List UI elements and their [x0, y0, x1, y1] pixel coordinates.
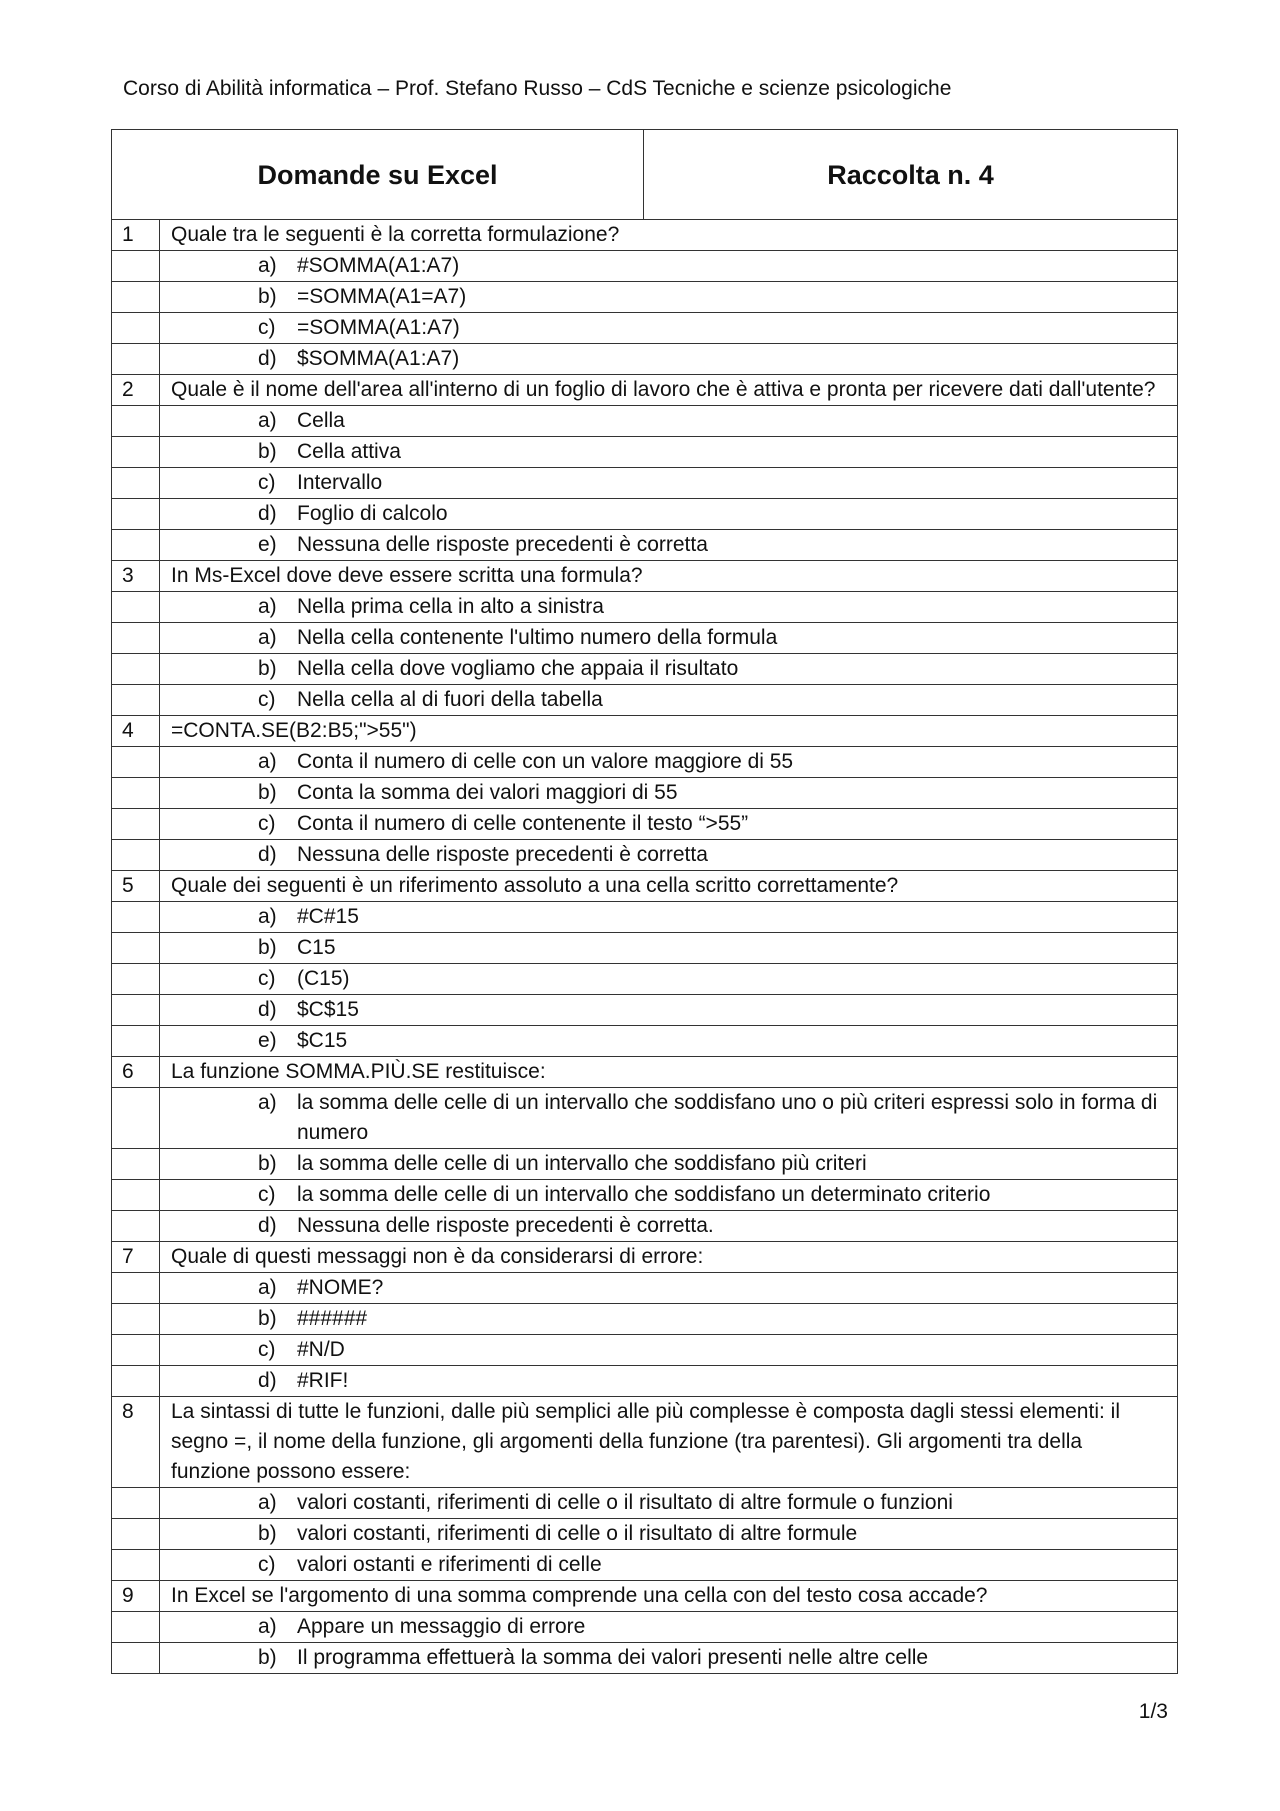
option-text: Nessuna delle risposte precedenti è corretta. — [297, 1214, 714, 1237]
collection-label: Raccolta n. 4 — [644, 130, 1178, 220]
option-cell — [160, 840, 1178, 871]
option-row — [112, 251, 1178, 282]
option-row — [112, 344, 1178, 375]
question-number: 2 — [112, 375, 160, 406]
option-number-cell — [112, 902, 160, 933]
option-number-cell — [112, 933, 160, 964]
option-row — [112, 654, 1178, 685]
option-cell — [160, 344, 1178, 375]
option-cell — [160, 1088, 1178, 1149]
option-text: valori costanti, riferimenti di celle o il risultato di altre formule o funzioni — [297, 1491, 953, 1514]
answer-option — [160, 1519, 1167, 1549]
option-row — [112, 1304, 1178, 1335]
option-letter: d) — [258, 347, 277, 370]
option-text: la somma delle celle di un intervallo che soddisfano uno o più criteri espressi solo in forma di numero — [297, 1091, 1158, 1144]
option-letter: b) — [258, 936, 277, 959]
answer-option — [160, 933, 1167, 963]
option-text: Cella attiva — [297, 440, 401, 463]
option-row — [112, 1211, 1178, 1242]
option-text: ###### — [297, 1307, 368, 1330]
question-row — [112, 1057, 1178, 1088]
option-text: #SOMMA(A1:A7) — [297, 254, 460, 277]
option-letter: a) — [258, 1276, 277, 1299]
option-row — [112, 623, 1178, 654]
answer-option — [160, 964, 1167, 994]
option-text: $C15 — [297, 1029, 348, 1052]
answer-option — [160, 747, 1167, 777]
option-text: #N/D — [297, 1338, 345, 1361]
option-cell — [160, 251, 1178, 282]
option-text: Nessuna delle risposte precedenti è corretta — [297, 533, 708, 556]
option-letter: e) — [258, 1029, 277, 1052]
option-row — [112, 1180, 1178, 1211]
option-cell — [160, 1643, 1178, 1674]
option-letter: b) — [258, 657, 277, 680]
answer-option — [160, 282, 1167, 312]
option-number-cell — [112, 437, 160, 468]
question-row — [112, 1242, 1178, 1273]
option-text: #C#15 — [297, 905, 359, 928]
question-number: 3 — [112, 561, 160, 592]
option-number-cell — [112, 468, 160, 499]
question-number: 7 — [112, 1242, 160, 1273]
option-row — [112, 995, 1178, 1026]
option-cell — [160, 1180, 1178, 1211]
option-cell — [160, 1335, 1178, 1366]
answer-option — [160, 406, 1167, 436]
answer-option — [160, 902, 1167, 932]
option-text: Nella cella contenente l'ultimo numero della formula — [297, 626, 778, 649]
question-text: =CONTA.SE(B2:B5;">55") — [160, 716, 1178, 747]
answer-option — [160, 251, 1167, 281]
option-letter: a) — [258, 750, 277, 773]
option-text: valori costanti, riferimenti di celle o il risultato di altre formule — [297, 1522, 858, 1545]
answer-option — [160, 623, 1167, 653]
option-cell — [160, 468, 1178, 499]
option-row — [112, 1366, 1178, 1397]
option-number-cell — [112, 1088, 160, 1149]
option-number-cell — [112, 1026, 160, 1057]
answer-option — [160, 1550, 1167, 1580]
answer-option — [160, 1088, 1167, 1148]
option-letter: c) — [258, 316, 276, 339]
option-row — [112, 437, 1178, 468]
option-letter: b) — [258, 781, 277, 804]
question-number: 4 — [112, 716, 160, 747]
option-letter: c) — [258, 812, 276, 835]
option-letter: a) — [258, 1491, 277, 1514]
answer-option — [160, 1612, 1167, 1642]
answer-option — [160, 1273, 1167, 1303]
answer-option — [160, 344, 1167, 374]
table-header-row — [112, 130, 1178, 220]
question-row — [112, 871, 1178, 902]
option-row — [112, 1149, 1178, 1180]
option-row — [112, 933, 1178, 964]
option-letter: a) — [258, 254, 277, 277]
option-row — [112, 964, 1178, 995]
option-text: Nella cella dove vogliamo che appaia il risultato — [297, 657, 739, 680]
question-text: Quale di questi messaggi non è da considerarsi di errore: — [160, 1242, 1178, 1273]
option-row — [112, 406, 1178, 437]
option-cell — [160, 1026, 1178, 1057]
option-number-cell — [112, 499, 160, 530]
option-number-cell — [112, 1643, 160, 1674]
option-letter: a) — [258, 409, 277, 432]
question-row — [112, 716, 1178, 747]
option-row — [112, 1519, 1178, 1550]
option-number-cell — [112, 685, 160, 716]
option-number-cell — [112, 592, 160, 623]
question-number: 9 — [112, 1581, 160, 1612]
option-cell — [160, 1273, 1178, 1304]
option-text: la somma delle celle di un intervallo che soddisfano più criteri — [297, 1152, 867, 1175]
answer-option — [160, 313, 1167, 343]
option-letter: a) — [258, 595, 277, 618]
question-number: 1 — [112, 220, 160, 251]
option-text: la somma delle celle di un intervallo che soddisfano un determinato criterio — [297, 1183, 991, 1206]
option-cell — [160, 1612, 1178, 1643]
option-letter: d) — [258, 502, 277, 525]
option-letter: c) — [258, 1183, 276, 1206]
option-cell — [160, 685, 1178, 716]
question-number: 8 — [112, 1397, 160, 1488]
answer-option — [160, 1304, 1167, 1334]
option-text: (C15) — [297, 967, 350, 990]
option-text: Appare un messaggio di errore — [297, 1615, 586, 1638]
option-letter: c) — [258, 967, 276, 990]
option-number-cell — [112, 530, 160, 561]
option-letter: d) — [258, 998, 277, 1021]
option-cell — [160, 1488, 1178, 1519]
option-letter: d) — [258, 1214, 277, 1237]
option-number-cell — [112, 1550, 160, 1581]
option-number-cell — [112, 747, 160, 778]
question-text: In Excel se l'argomento di una somma comprende una cella con del testo cosa accade? — [160, 1581, 1178, 1612]
option-number-cell — [112, 623, 160, 654]
option-cell — [160, 499, 1178, 530]
option-cell — [160, 1211, 1178, 1242]
option-letter: b) — [258, 1307, 277, 1330]
table-title: Domande su Excel — [112, 130, 644, 220]
option-number-cell — [112, 1180, 160, 1211]
question-row — [112, 561, 1178, 592]
option-text: Conta il numero di celle contenente il testo “>55” — [297, 812, 749, 835]
option-cell — [160, 530, 1178, 561]
option-text: Intervallo — [297, 471, 383, 494]
option-number-cell — [112, 1335, 160, 1366]
option-letter: b) — [258, 1152, 277, 1175]
option-cell — [160, 437, 1178, 468]
option-row — [112, 778, 1178, 809]
answer-option — [160, 1211, 1167, 1241]
answer-option — [160, 654, 1167, 684]
option-letter: a) — [258, 1615, 277, 1638]
option-text: Nella prima cella in alto a sinistra — [297, 595, 604, 618]
option-letter: a) — [258, 626, 277, 649]
option-text: Cella — [297, 409, 345, 432]
option-number-cell — [112, 1304, 160, 1335]
option-row — [112, 1643, 1178, 1674]
question-row — [112, 375, 1178, 406]
option-letter: b) — [258, 285, 277, 308]
option-cell — [160, 282, 1178, 313]
option-row — [112, 499, 1178, 530]
option-text: $C$15 — [297, 998, 359, 1021]
option-letter: b) — [258, 440, 277, 463]
option-text: Foglio di calcolo — [297, 502, 448, 525]
option-letter: c) — [258, 471, 276, 494]
option-letter: b) — [258, 1646, 277, 1669]
option-cell — [160, 995, 1178, 1026]
question-number: 5 — [112, 871, 160, 902]
answer-option — [160, 685, 1167, 715]
answer-option — [160, 1488, 1167, 1518]
option-row — [112, 809, 1178, 840]
option-number-cell — [112, 282, 160, 313]
answer-option — [160, 1643, 1167, 1673]
option-letter: d) — [258, 1369, 277, 1392]
option-cell — [160, 902, 1178, 933]
answer-option — [160, 1366, 1167, 1396]
option-row — [112, 685, 1178, 716]
option-cell — [160, 654, 1178, 685]
option-cell — [160, 313, 1178, 344]
answer-option — [160, 437, 1167, 467]
answer-option — [160, 1180, 1167, 1210]
option-text: #RIF! — [297, 1369, 349, 1392]
answer-option — [160, 592, 1167, 622]
questions-table — [111, 129, 1178, 1674]
option-number-cell — [112, 654, 160, 685]
option-cell — [160, 933, 1178, 964]
option-row — [112, 747, 1178, 778]
option-number-cell — [112, 809, 160, 840]
option-cell — [160, 1366, 1178, 1397]
option-row — [112, 1026, 1178, 1057]
question-text: Quale tra le seguenti è la corretta formulazione? — [160, 220, 1178, 251]
answer-option — [160, 1026, 1167, 1056]
question-row — [112, 1397, 1178, 1488]
option-number-cell — [112, 964, 160, 995]
option-letter: b) — [258, 1522, 277, 1545]
answer-option — [160, 530, 1167, 560]
option-text: Il programma effettuerà la somma dei valori presenti nelle altre celle — [297, 1646, 929, 1669]
option-cell — [160, 747, 1178, 778]
option-number-cell — [112, 344, 160, 375]
option-text: valori ostanti e riferimenti di celle — [297, 1553, 602, 1576]
option-row — [112, 282, 1178, 313]
question-row — [112, 1581, 1178, 1612]
option-letter: e) — [258, 533, 277, 556]
option-number-cell — [112, 1149, 160, 1180]
option-text: Nella cella al di fuori della tabella — [297, 688, 603, 711]
answer-option — [160, 1149, 1167, 1179]
option-cell — [160, 1304, 1178, 1335]
option-number-cell — [112, 1612, 160, 1643]
option-row — [112, 1612, 1178, 1643]
option-row — [112, 313, 1178, 344]
option-letter: a) — [258, 1091, 277, 1114]
option-row — [112, 1550, 1178, 1581]
option-cell — [160, 964, 1178, 995]
option-row — [112, 592, 1178, 623]
question-text: La funzione SOMMA.PIÙ.SE restituisce: — [160, 1057, 1178, 1088]
question-text: In Ms-Excel dove deve essere scritta una formula? — [160, 561, 1178, 592]
option-number-cell — [112, 840, 160, 871]
option-cell — [160, 406, 1178, 437]
page-number: 1/3 — [1138, 1700, 1168, 1723]
option-row — [112, 840, 1178, 871]
option-text: #NOME? — [297, 1276, 384, 1299]
question-text: Quale dei seguenti è un riferimento assoluto a una cella scritto correttamente? — [160, 871, 1178, 902]
option-row — [112, 902, 1178, 933]
option-number-cell — [112, 1488, 160, 1519]
question-number: 6 — [112, 1057, 160, 1088]
option-number-cell — [112, 995, 160, 1026]
option-text: C15 — [297, 936, 336, 959]
answer-option — [160, 499, 1167, 529]
option-letter: c) — [258, 688, 276, 711]
option-cell — [160, 1550, 1178, 1581]
question-text: Quale è il nome dell'area all'interno di un foglio di lavoro che è attiva e pronta per ricevere dati dall'utente? — [160, 375, 1178, 406]
option-number-cell — [112, 1273, 160, 1304]
option-number-cell — [112, 1519, 160, 1550]
question-row — [112, 220, 1178, 251]
answer-option — [160, 778, 1167, 808]
answer-option — [160, 468, 1167, 498]
page-header: Corso di Abilità informatica – Prof. Stefano Russo – CdS Tecniche e scienze psicologiche — [123, 77, 952, 100]
option-text: Conta il numero di celle con un valore maggiore di 55 — [297, 750, 794, 773]
option-letter: c) — [258, 1338, 276, 1361]
option-row — [112, 1335, 1178, 1366]
option-text: $SOMMA(A1:A7) — [297, 347, 460, 370]
option-text: Nessuna delle risposte precedenti è corretta — [297, 843, 708, 866]
option-letter: d) — [258, 843, 277, 866]
option-cell — [160, 623, 1178, 654]
answer-option — [160, 809, 1167, 839]
option-letter: a) — [258, 905, 277, 928]
option-row — [112, 530, 1178, 561]
option-cell — [160, 1519, 1178, 1550]
option-number-cell — [112, 251, 160, 282]
option-number-cell — [112, 1366, 160, 1397]
option-row — [112, 1488, 1178, 1519]
question-text: La sintassi di tutte le funzioni, dalle più semplici alle più complesse è composta dagli stessi elementi: il segno =, il nome della funzione, gli argomenti della funzione (tra parentesi). Gli argomenti tra della funzione possono essere: — [160, 1397, 1178, 1488]
option-cell — [160, 778, 1178, 809]
option-cell — [160, 1149, 1178, 1180]
option-text: Conta la somma dei valori maggiori di 55 — [297, 781, 678, 804]
option-cell — [160, 809, 1178, 840]
answer-option — [160, 840, 1167, 870]
option-text: =SOMMA(A1:A7) — [297, 316, 460, 339]
answer-option — [160, 1335, 1167, 1365]
option-number-cell — [112, 778, 160, 809]
option-text: =SOMMA(A1=A7) — [297, 285, 467, 308]
option-number-cell — [112, 406, 160, 437]
option-number-cell — [112, 1211, 160, 1242]
option-cell — [160, 592, 1178, 623]
option-row — [112, 468, 1178, 499]
option-row — [112, 1273, 1178, 1304]
option-number-cell — [112, 313, 160, 344]
option-letter: c) — [258, 1553, 276, 1576]
option-row — [112, 1088, 1178, 1149]
answer-option — [160, 995, 1167, 1025]
